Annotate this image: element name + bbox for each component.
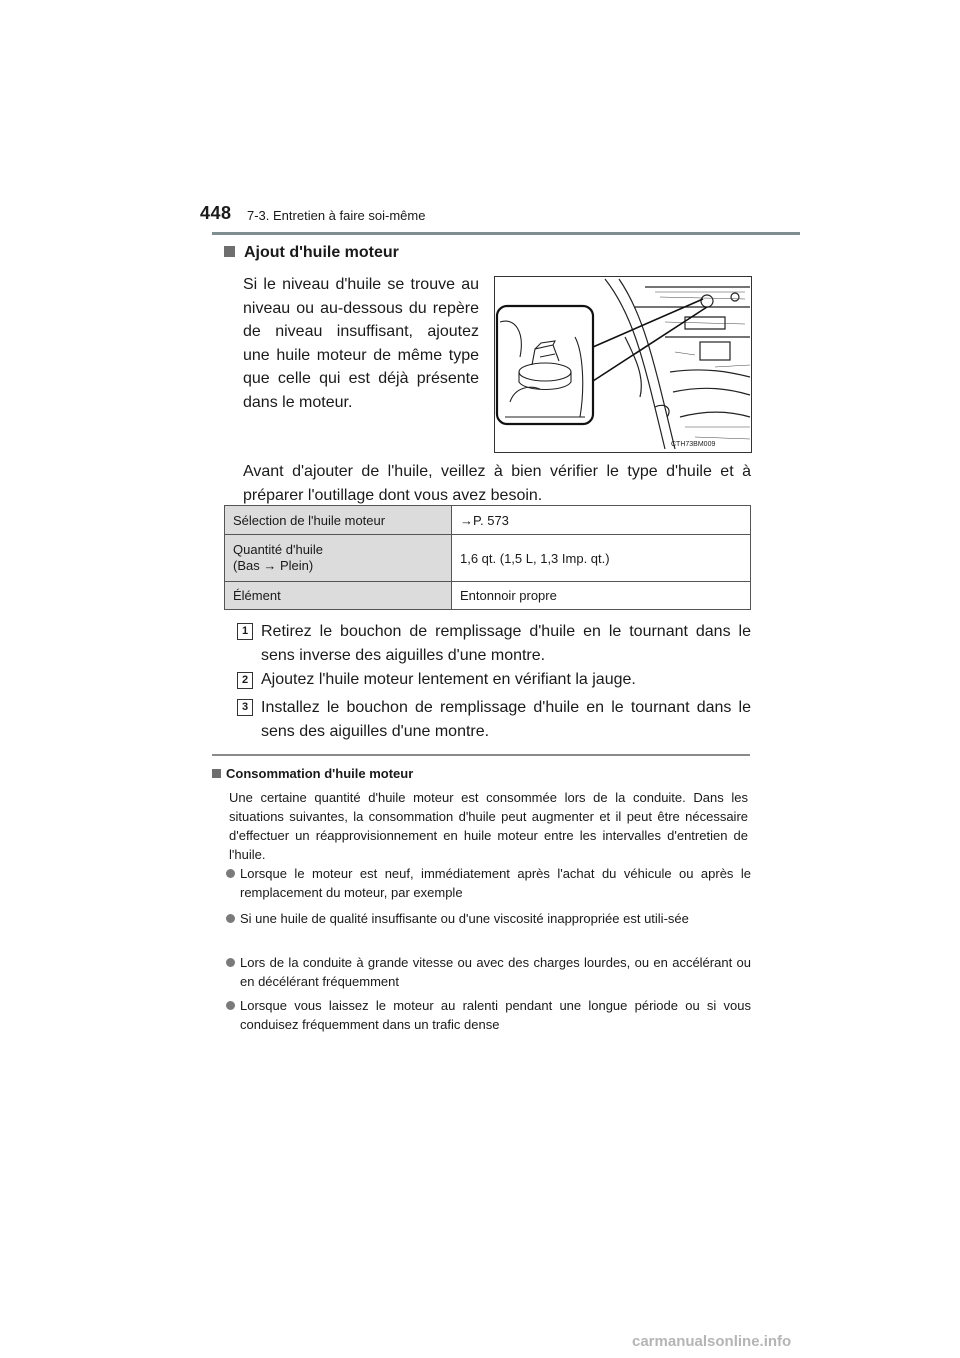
intro-paragraph: Si le niveau d'huile se trouve au niveau ou au-dessous du repère de niveau insuffisant, ajoutez une huile moteur de même type que celle qui est déjà présente dans le moteur. xyxy=(243,276,479,411)
table-cell-value: Entonnoir propre xyxy=(452,582,751,610)
step-text-3: Installez le bouchon de remplissage d'huile en le tournant dans le sens des aiguilles d'une montre. xyxy=(261,699,751,740)
bullet-icon xyxy=(226,869,235,878)
square-bullet-icon xyxy=(224,246,235,257)
square-bullet-icon xyxy=(212,769,221,778)
quantity-label-line1: Quantité d'huile xyxy=(233,542,323,557)
table-cell-label: Sélection de l'huile moteur xyxy=(225,506,452,535)
list-item: Lorsque le moteur est neuf, immédiatement après l'achat du véhicule ou après le remplacement du moteur, par exemple xyxy=(240,866,751,900)
step-number-3: 3 xyxy=(237,699,253,716)
step-text-2: Ajoutez l'huile moteur lentement en vérifiant la jauge. xyxy=(261,671,636,688)
table-cell-label xyxy=(225,535,452,582)
watermark-text: carmanualsonline.info xyxy=(632,1333,792,1350)
figure-code: CTH73BM009 xyxy=(671,441,716,448)
heading-oil-consumption-text: Consommation d'huile moteur xyxy=(226,766,414,781)
consumption-paragraph: Une certaine quantité d'huile moteur est consommée lors de la conduite. Dans les situations suivantes, la consommation d'huile peut augmenter et il peut être nécessaire d'effectuer un réapprovisionnement en huile moteur entre les intervalles d'entretien de l'huile. xyxy=(229,790,748,862)
table-row xyxy=(225,535,751,582)
bullet-icon xyxy=(226,1001,235,1010)
bullet-icon xyxy=(226,958,235,967)
heading-add-oil xyxy=(224,244,399,262)
before-paragraph: Avant d'ajouter de l'huile, veillez à bien vérifier le type d'huile et à préparer l'outillage dont vous avez besoin. xyxy=(243,463,751,504)
step-text-1: Retirez le bouchon de remplissage d'huile en le tournant dans le sens inverse des aiguilles d'une montre. xyxy=(261,623,751,664)
quantity-label-line2: (Bas → Plein) xyxy=(233,558,314,573)
list-item: Lorsque vous laissez le moteur au ralenti pendant une longue période ou si vous conduisez fréquemment dans un trafic dense xyxy=(240,998,751,1032)
heading-oil-consumption xyxy=(212,766,413,781)
table-cell-label: Élément xyxy=(225,582,452,610)
table-cell-value: 1,6 qt. (1,5 L, 1,3 Imp. qt.) xyxy=(452,535,751,582)
step-number-2: 2 xyxy=(237,672,253,689)
step-number-1: 1 xyxy=(237,623,253,640)
section-divider xyxy=(212,754,750,756)
list-item: Lors de la conduite à grande vitesse ou avec des charges lourdes, ou en accélérant ou en décélérant fréquemment xyxy=(240,955,751,989)
heading-add-oil-text: Ajout d'huile moteur xyxy=(244,244,399,261)
list-item: Si une huile de qualité insuffisante ou d'une viscosité inappropriée est utili-sée xyxy=(240,911,689,926)
table-row xyxy=(225,582,751,610)
engine-oil-cap-illustration xyxy=(494,276,752,453)
oil-requirements-table xyxy=(224,505,751,610)
table-cell-value: →P. 573 xyxy=(452,506,751,535)
engine-bay-drawing xyxy=(495,277,751,452)
bullet-icon xyxy=(226,914,235,923)
table-row xyxy=(225,506,751,535)
section-title: 7-3. Entretien à faire soi-même xyxy=(247,208,426,223)
page-number: 448 xyxy=(200,203,232,223)
header-divider xyxy=(212,232,800,235)
